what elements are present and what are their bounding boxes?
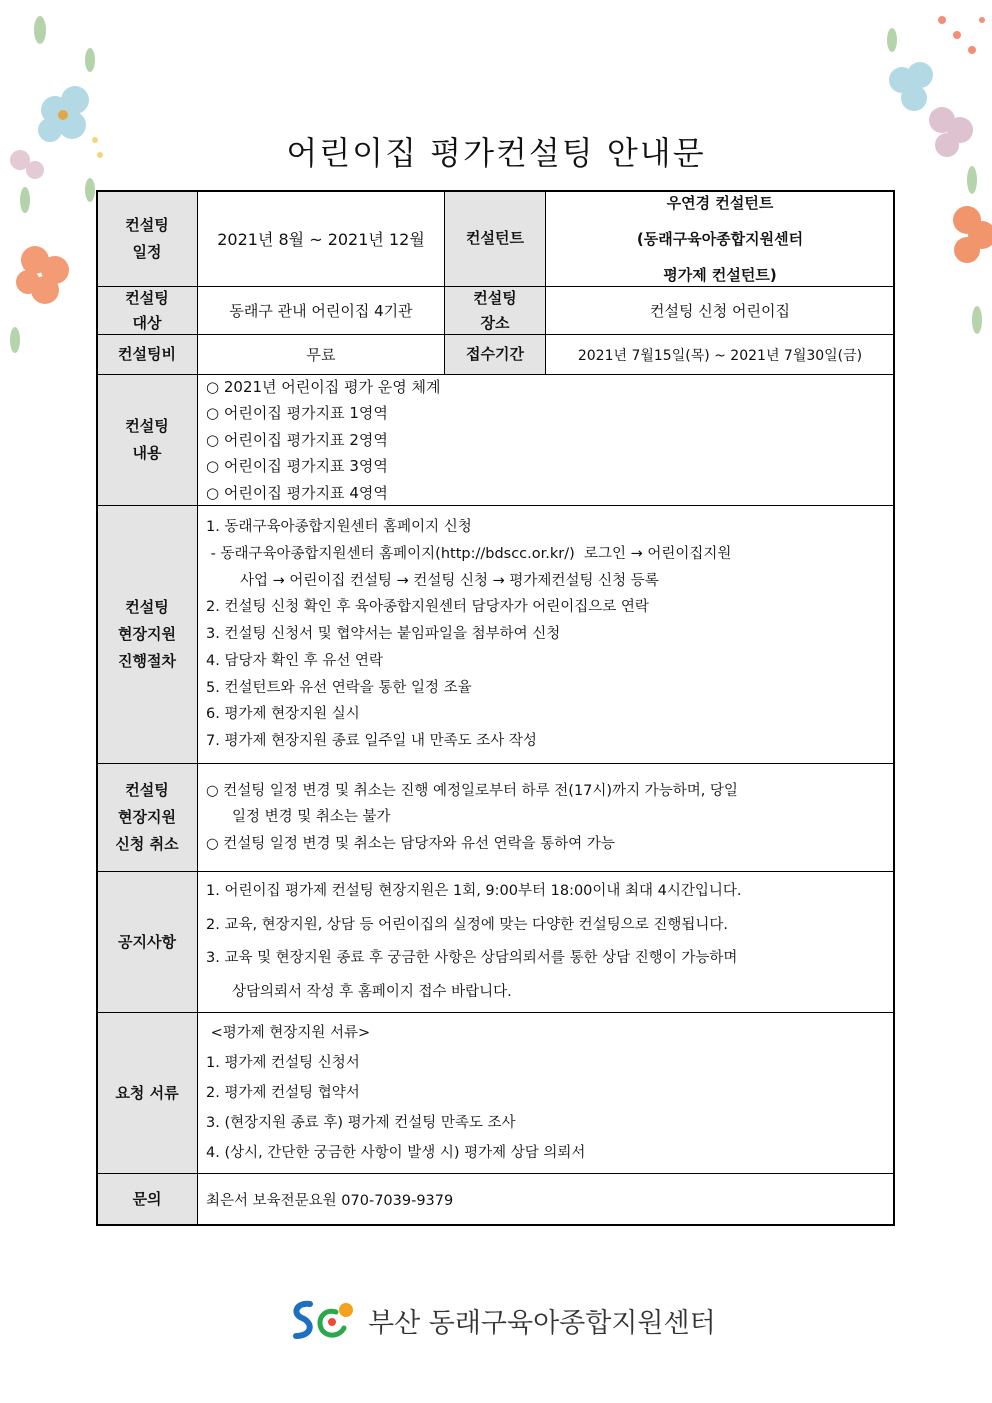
cancel-list (197, 763, 895, 872)
list-item: ○ 어린이집 평가지표 3영역 (206, 457, 388, 476)
list-item: 3. 교육 및 현장지원 종료 후 궁금한 사항은 상담의뢰서를 통한 상담 진행이 가능하며 (206, 950, 738, 966)
center-logo-icon (288, 1298, 360, 1342)
consultant-line: (동래구육아종합지원센터 (636, 229, 804, 248)
label-period: 접수기간 (444, 334, 546, 375)
list-item: 5. 컨설턴트와 유선 연락을 통한 일정 조율 (206, 679, 472, 696)
value-period: 2021년 7월15일(목) ~ 2021년 7월30일(금) (545, 334, 895, 375)
value-consultant (545, 190, 895, 287)
list-item: ○ 어린이집 평가지표 1영역 (206, 404, 388, 423)
list-item: 7. 평가제 현장지원 종료 일주일 내 만족도 조사 작성 (206, 732, 537, 749)
list-item: 1. 동래구육아종합지원센터 홈페이지 신청 (206, 519, 472, 536)
label-consultant: 컨설턴트 (444, 190, 546, 287)
list-item: 6. 평가제 현장지원 실시 (206, 706, 360, 723)
value-schedule: 2021년 8월 ~ 2021년 12월 (197, 190, 445, 287)
list-item: 일정 변경 및 취소는 불가 (232, 809, 391, 826)
documents-list (197, 1012, 895, 1174)
label-documents: 요청 서류 (96, 1012, 198, 1174)
consultant-line: 평가제 컨설턴트) (663, 265, 777, 284)
label-fee: 컨설팅비 (96, 334, 198, 375)
label-target: 컨설팅 대상 (96, 286, 198, 335)
value-inquiry: 최은서 보육전문요원 070-7039-9379 (197, 1173, 895, 1226)
label-procedure: 컨설팅 현장지원 진행절차 (96, 505, 198, 764)
procedure-list (197, 505, 895, 764)
value-fee: 무료 (197, 334, 445, 375)
list-item: 2. 평가제 컨설팅 협약서 (206, 1085, 360, 1101)
list-item: 1. 평가제 컨설팅 신청서 (206, 1055, 360, 1071)
label-cancel: 컨설팅 현장지원 신청 취소 (96, 763, 198, 872)
list-item: 3. 컨설팅 신청서 및 협약서는 붙임파일을 첨부하여 신청 (206, 626, 561, 643)
list-item: 2. 교육, 현장지원, 상담 등 어린이집의 실정에 맞는 다양한 컨설팅으로 진행됩니다. (206, 916, 728, 933)
list-item: ○ 컨설팅 일정 변경 및 취소는 담당자와 유선 연락을 통하여 가능 (206, 835, 615, 852)
label-notice: 공지사항 (96, 871, 198, 1013)
list-item: 사업 → 어린이집 컨설팅 → 컨설팅 신청 → 평가제컨설팅 신청 등록 (240, 572, 659, 589)
value-place: 컨설팅 신청 어린이집 (545, 286, 895, 335)
label-content: 컨설팅 내용 (96, 374, 198, 506)
label-inquiry: 문의 (96, 1173, 198, 1226)
list-item: - 동래구육아종합지원센터 홈페이지(http://bdscc.or.kr/) 로그인 → 어린이집지원 (206, 546, 732, 563)
list-item: 1. 어린이집 평가제 컨설팅 현장지원은 1회, 9:00부터 18:00이내 최대 4시간입니다. (206, 883, 742, 899)
center-name: 부산 동래구육아종합지원센터 (368, 1307, 716, 1339)
label-schedule: 컨설팅 일정 (96, 190, 198, 287)
list-item: 4. (상시, 간단한 궁금한 사항이 발생 시) 평가제 상담 의뢰서 (206, 1145, 586, 1161)
content-list (197, 374, 895, 506)
list-item: 2. 컨설팅 신청 확인 후 육아종합지원센터 담당자가 어린이집으로 연락 (206, 599, 649, 616)
list-item: <평가제 현장지원 서류> (206, 1025, 371, 1041)
page-title: 어린이집 평가컨설팅 안내문 (286, 134, 706, 172)
list-item: ○ 어린이집 평가지표 2영역 (206, 430, 388, 449)
label-place: 컨설팅 장소 (444, 286, 546, 335)
notice-list (197, 871, 895, 1013)
list-item: 3. (현장지원 종료 후) 평가제 컨설팅 만족도 조사 (206, 1115, 516, 1131)
list-item: 4. 담당자 확인 후 유선 연락 (206, 652, 383, 669)
list-item: ○ 어린이집 평가지표 4영역 (206, 483, 388, 502)
footer-logo (288, 1298, 716, 1342)
list-item: ○ 컨설팅 일정 변경 및 취소는 진행 예정일로부터 하루 전(17시)까지 가능하며, 당일 (206, 782, 738, 799)
consultant-line: 우연경 컨설턴트 (666, 193, 774, 212)
list-item: ○ 2021년 어린이집 평가 운영 체계 (206, 377, 441, 396)
value-target: 동래구 관내 어린이집 4기관 (197, 286, 445, 335)
list-item: 상담의뢰서 작성 후 홈페이지 접수 바랍니다. (232, 983, 512, 1000)
